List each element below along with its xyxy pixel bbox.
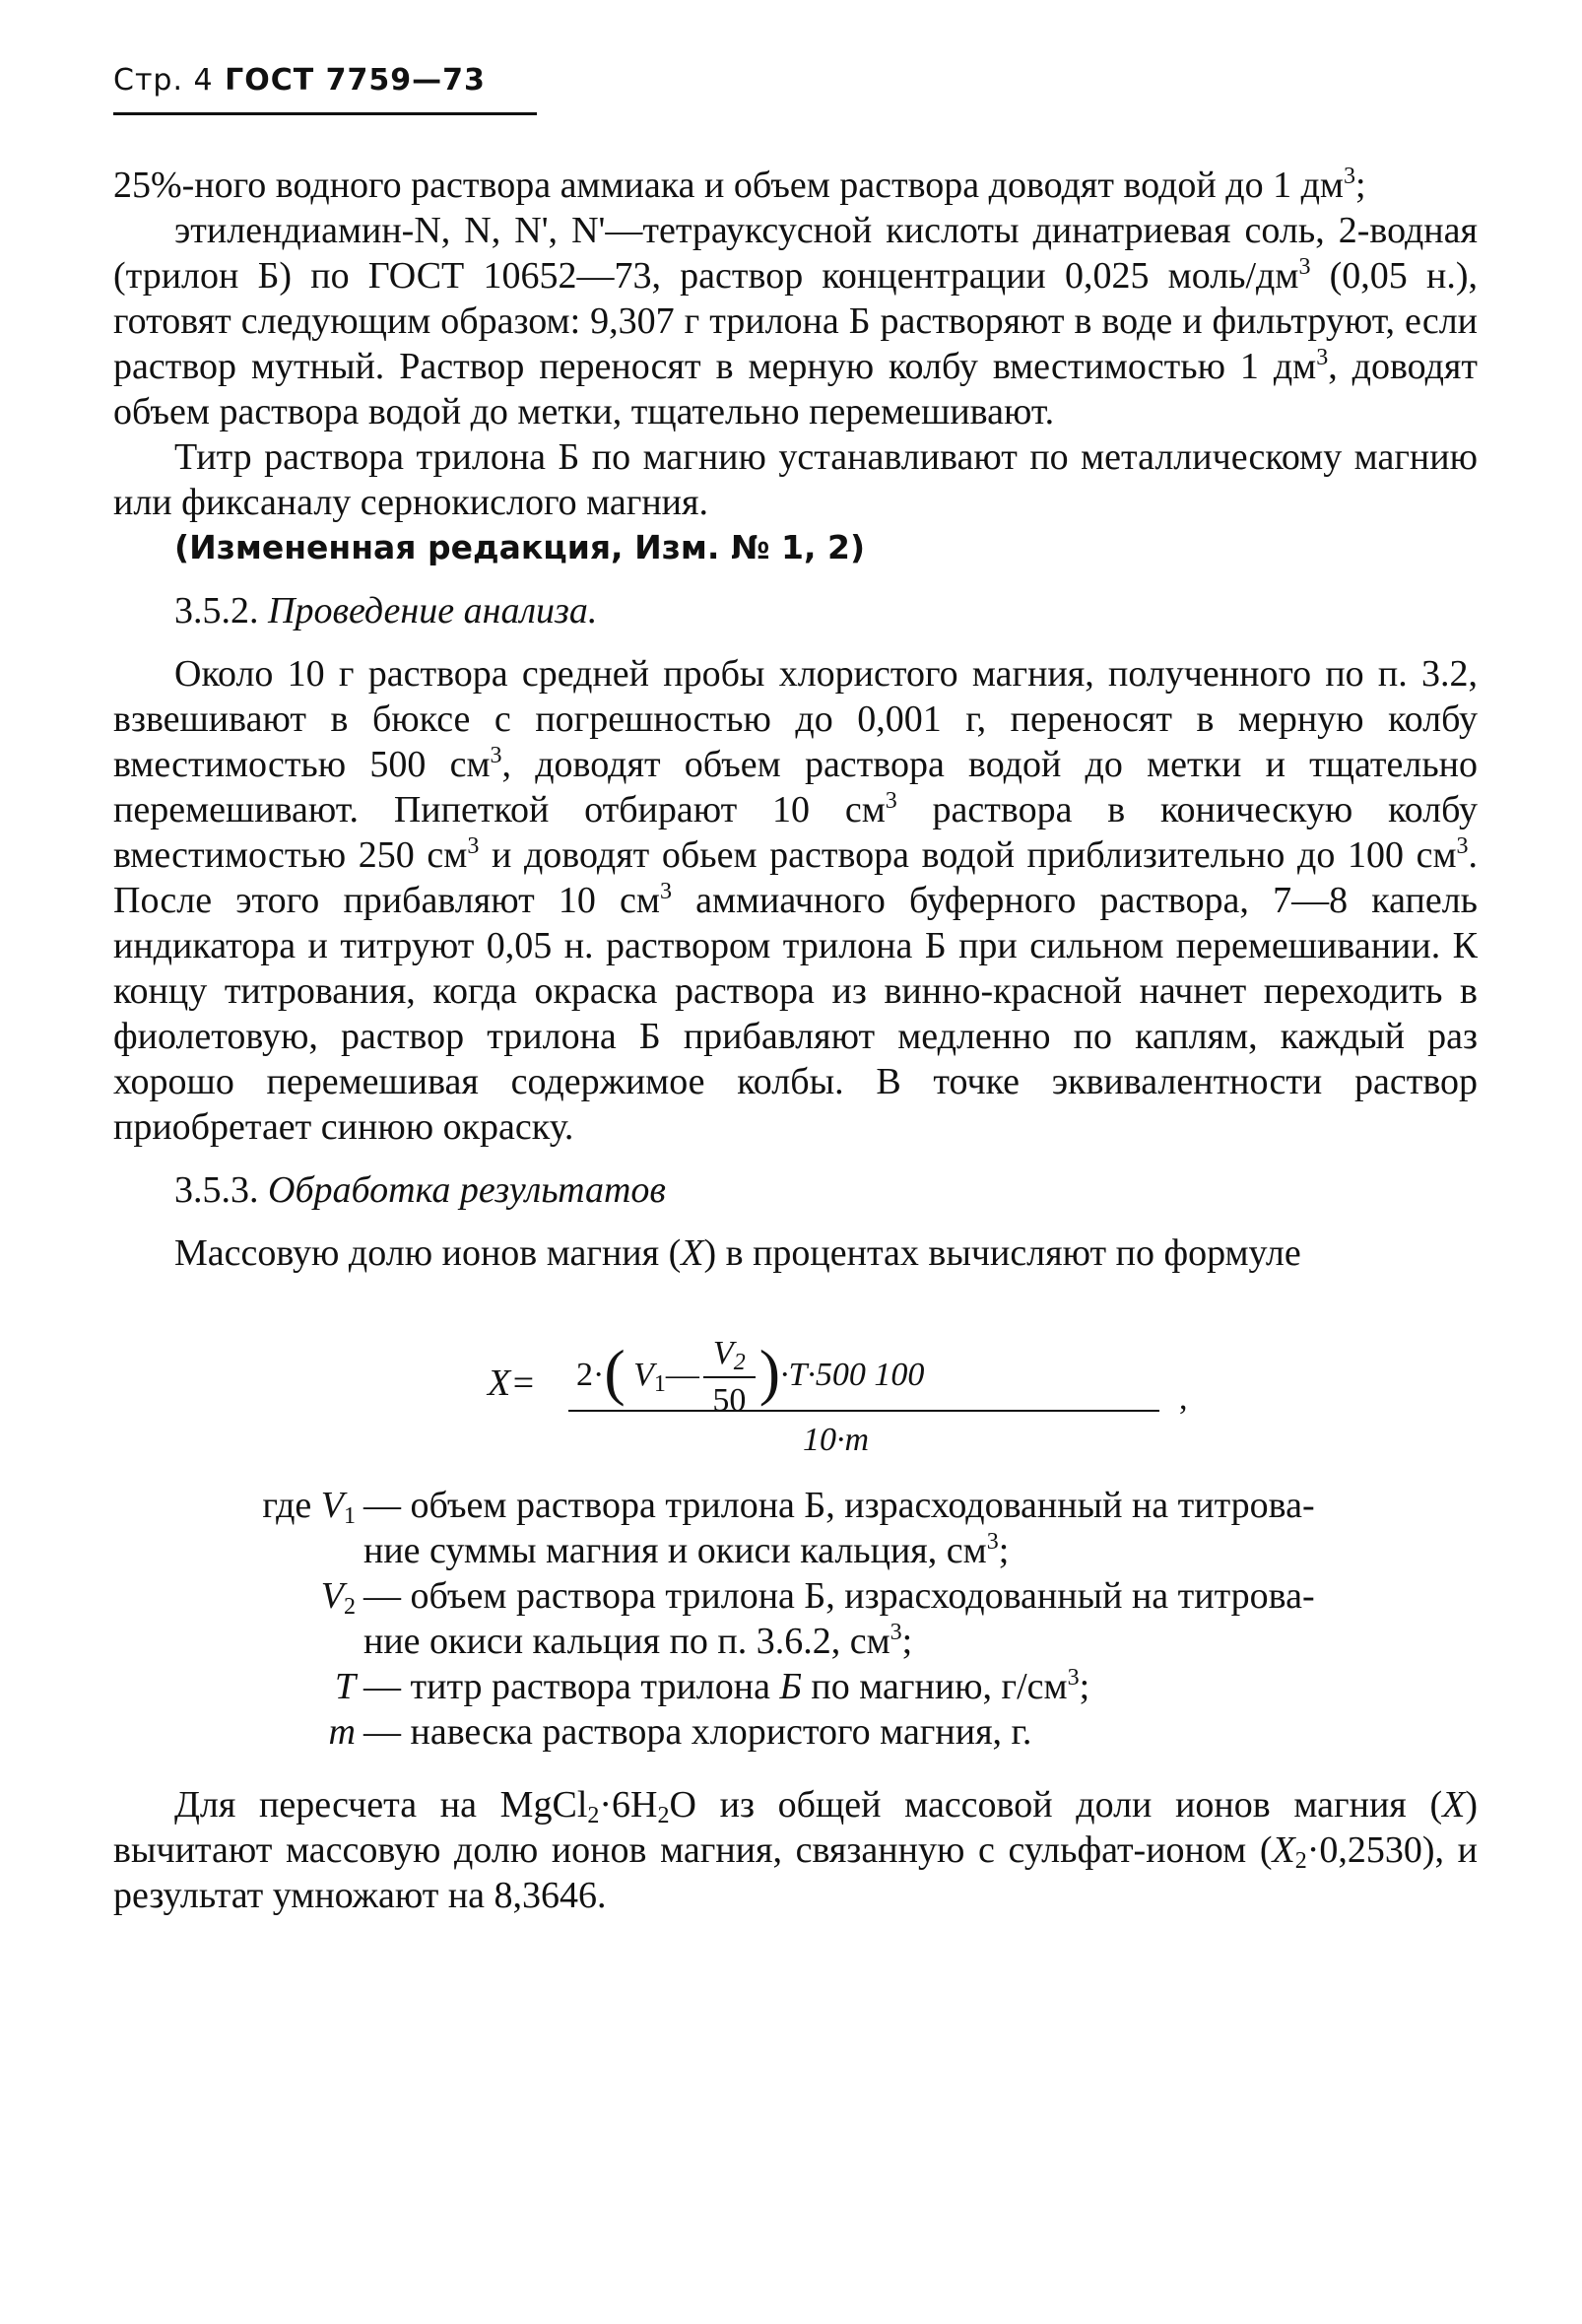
page-header (113, 63, 486, 98)
paragraph-trilon-b: этилендиамин-N, N, N', N'—тетрауксусной кислоты динатриевая соль, 2-водная (трилон Б) по ГОСТ 10652—73, раствор концентрации 0,025 моль/$дм^3$ (0,05 н.), готовят следующим образом: 9,307 г трилона Б растворяют в воде и фильтруют, если раствор мутный. Раствор переносят в мерную колбу вместимостью 1 $дм^3$, доводят объем раствора водой до метки, тщательно перемешивают. (113, 210, 1478, 432)
section-3-5-2-heading: 3.5.2. Проведение анализа. (174, 590, 598, 631)
definition-m: m — навеска раствора хлористого магния, г. (328, 1711, 1032, 1753)
paragraph-recalculation: Для пересчета на $MgCl_2\cdot 6H_2O$ из общей массовой доли ионов магния (X) вычитают массовую долю ионов магния, связанную с сульфат-ионом $(X_2\cdot 0,2530)$, и результат умножают на 8,3646. (113, 1784, 1478, 1916)
formula-denominator: 10·m (803, 1422, 870, 1458)
definition-v2: $V_2$ — объем раствора трилона Б, израсходованный на титрова- ние окиси кальция по п. 3.6.2, $см^3$; (320, 1575, 1315, 1662)
formula-lhs: X= (488, 1362, 536, 1404)
paragraph-analysis: Около 10 г раствора средней пробы хлористого магния, полученного по п. 3.2, взвешивают в бюксе с погрешностью до 0,001 г, переносят в мерную колбу вместимостью 500 $см^3$, доводят объем раствора водой до метки и тщательно перемешивают. Пипеткой отбирают 10 $см^3$ раствора в коническую колбу вместимостью 250 $см^3$ и доводят обьем раствора водой приблизительно до 100 $см^3$. После этого прибавляют 10 $см^3$ аммиачного буферного раствора, 7—8 капель индикатора и титруют 0,05 н. раствором трилона Б при сильном перемешивании. К концу титрования, когда окраска раствора из винно-красной начнет переходить в фиолетовую, раствор трилона Б прибавляют медленно по каплям, каждый раз хорошо перемешивая содержимое колбы. В точке эквивалентности раствор приобретает синюю окраску. (113, 653, 1479, 1148)
formula-numerator: 2·( $V_1—$ $\frac{V_2}{50}$ )·T·500 100 (576, 1331, 924, 1424)
magnesium-formula: X= 2·( $V_1—$ $\frac{V_2}{50}$ )·T·500 100 10·m , (113, 1301, 1478, 1469)
section-3-5-3-heading: 3.5.3. Обработка результатов (174, 1169, 666, 1211)
fraction-bar (568, 1410, 1159, 1412)
paragraph-formula-intro: Массовую долю ионов магния (X) в процентах вычисляют по формуле (174, 1232, 1301, 1274)
paragraph-titer: Титр раствора трилона Б по магнию устанавливают по металлическому магнию или фиксаналу сернокислого магния. (113, 436, 1478, 523)
standard-number: ГОСТ 7759—73 (225, 63, 486, 98)
definition-v1: где $V_1$ — объем раствора трилона Б, израсходованный на титрова- ние суммы магния и окиси кальция, $см^3$; (262, 1485, 1315, 1571)
amendment-note: (Измененная редакция, Изм. № 1, 2) (174, 528, 866, 566)
paragraph-ammonia: 25%-ного водного раствора аммиака и объем раствора доводят водой до 1 $дм^3$; (113, 164, 1366, 206)
definition-t: T — титр раствора трилона Б по магнию, $г/см^3$; (334, 1665, 1090, 1707)
header-rule (113, 112, 537, 115)
page-label: Стр. 4 (113, 63, 214, 98)
document-body (113, 163, 1478, 1918)
variable-definitions (113, 1483, 1478, 1755)
